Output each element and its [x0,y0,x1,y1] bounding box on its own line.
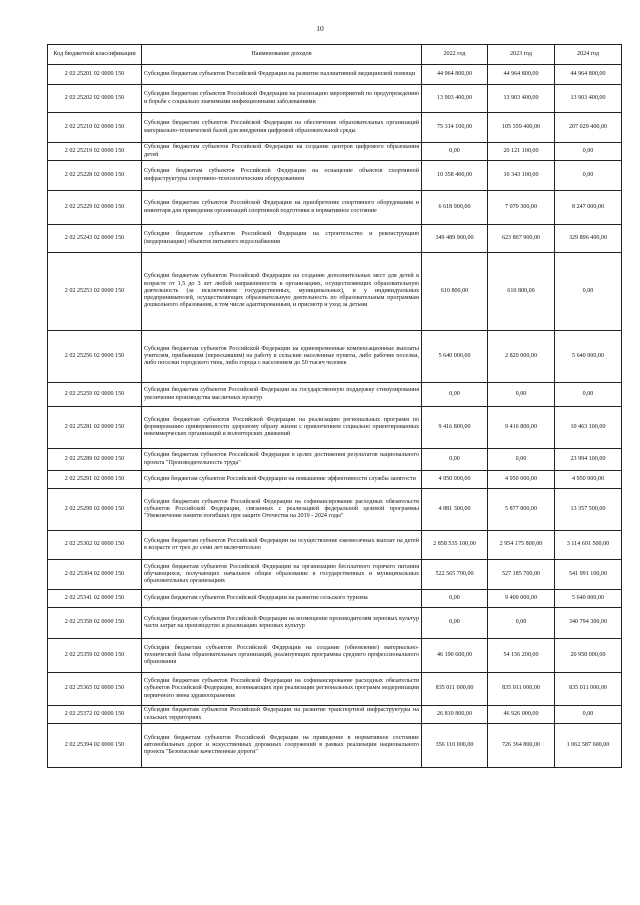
amount-2022: 0,00 [422,608,488,639]
revenue-name: Субсидии бюджетам субъектов Российской Федерации на организацию бесплатного горячего питания обучающихся, получающих начальное общее образование в государственных и муниципальных образовательных организациях [142,560,422,590]
revenue-name: Субсидии бюджетам субъектов Российской Федерации на развитие паллиативной медицинской помощи [142,65,422,85]
classification-code: 2 02 25289 02 0000 150 [48,449,142,471]
amount-2022: 4 881 300,00 [422,489,488,531]
amount-2024: 23 994 100,00 [555,449,622,471]
amount-2023: 13 903 400,00 [488,85,555,113]
amount-2022: 26 810 800,00 [422,706,488,724]
amount-2023: 610 800,00 [488,253,555,331]
amount-2023: 44 964 800,00 [488,65,555,85]
revenue-name: Субсидии бюджетам субъектов Российской Федерации на создание центров цифрового образования детей [142,143,422,161]
amount-2024: 10 463 100,00 [555,407,622,449]
revenue-name: Субсидии бюджетам субъектов Российской Федерации на повышение эффективности службы занятости [142,471,422,489]
classification-code: 2 02 25394 02 0000 150 [48,724,142,768]
revenue-name: Субсидии бюджетам субъектов Российской Федерации на возмещение производителям зерновых культур части затрат на производство и реализацию зерновых культур [142,608,422,639]
amount-2022: 13 903 400,00 [422,85,488,113]
amount-2024: 329 896 400,00 [555,225,622,253]
amount-2023: 4 950 000,00 [488,471,555,489]
amount-2024: 340 794 300,00 [555,608,622,639]
amount-2022: 0,00 [422,590,488,608]
amount-2022: 356 110 000,00 [422,724,488,768]
amount-2022: 349 489 900,00 [422,225,488,253]
revenue-name: Субсидии бюджетам субъектов Российской Федерации на обеспечение образовательных организаций материально-технической базой для внедрения цифровой образовательной среды [142,113,422,143]
page-number: 10 [316,24,324,33]
revenue-name: Субсидии бюджетам субъектов Российской Федерации на единовременные компенсационные выплаты учителям, прибывшим (переехавшим) на работу в сельские населенные пункты, либо рабочие поселки, либо поселки городского типа, либо города с населением до 50 тысяч человек [142,331,422,383]
table-row [48,673,622,706]
table-row [48,383,622,407]
classification-code: 2 02 25259 02 0000 150 [48,383,142,407]
amount-2024: 0,00 [555,253,622,331]
table-row [48,113,622,143]
amount-2022: 44 964 800,00 [422,65,488,85]
classification-code: 2 02 25291 02 0000 150 [48,471,142,489]
amount-2022: 75 314 100,00 [422,113,488,143]
table-row [48,560,622,590]
table-row [48,449,622,471]
table-row [48,191,622,225]
amount-2024: 541 991 100,00 [555,560,622,590]
classification-code: 2 02 25210 02 0000 150 [48,113,142,143]
revenue-name: Субсидии бюджетам субъектов Российской Федерации на развитие транспортной инфраструктуры на сельских территориях [142,706,422,724]
amount-2023: 2 954 175 800,00 [488,531,555,560]
amount-2022: 6 618 900,00 [422,191,488,225]
table-row [48,531,622,560]
table-row [48,331,622,383]
revenue-name: Субсидии бюджетам субъектов Российской Федерации на государственную поддержку стимулирования увеличения производства масличных культур [142,383,422,407]
classification-code: 2 02 25372 02 0000 150 [48,706,142,724]
header-name: Наименование доходов [142,45,422,65]
table-row [48,161,622,191]
amount-2023: 54 156 200,00 [488,639,555,673]
amount-2023: 623 867 900,00 [488,225,555,253]
amount-2023: 9 400 000,00 [488,590,555,608]
amount-2024: 8 247 000,00 [555,191,622,225]
amount-2023: 7 070 300,00 [488,191,555,225]
table-row [48,253,622,331]
classification-code: 2 02 25229 02 0000 150 [48,191,142,225]
amount-2024: 4 950 000,00 [555,471,622,489]
amount-2022: 2 858 535 100,00 [422,531,488,560]
amount-2024: 13 357 500,00 [555,489,622,531]
amount-2022: 10 358 400,00 [422,161,488,191]
amount-2024: 0,00 [555,161,622,191]
classification-code: 2 02 25299 02 0000 150 [48,489,142,531]
amount-2023: 5 877 800,00 [488,489,555,531]
amount-2024: 13 903 400,00 [555,85,622,113]
amount-2024: 0,00 [555,143,622,161]
table-row [48,639,622,673]
table-row [48,143,622,161]
classification-code: 2 02 25201 02 0000 150 [48,65,142,85]
amount-2022: 0,00 [422,383,488,407]
amount-2024: 5 640 000,00 [555,331,622,383]
amount-2024: 20 958 000,00 [555,639,622,673]
table-row [48,489,622,531]
classification-code: 2 02 25228 02 0000 150 [48,161,142,191]
classification-code: 2 02 25359 02 0000 150 [48,639,142,673]
amount-2022: 5 640 000,00 [422,331,488,383]
amount-2024: 1 062 587 600,00 [555,724,622,768]
classification-code: 2 02 25304 02 0000 150 [48,560,142,590]
revenue-name: Субсидии бюджетам субъектов Российской Федерации на приведение в нормативное состояние автомобильных дорог и искусственных дорожных сооружений в рамках реализации национального проекта "Безопасные качественные дороги" [142,724,422,768]
revenue-name: Субсидии бюджетам субъектов Российской Федерации на осуществление ежемесячных выплат на детей в возрасте от трех до семи лет включительно [142,531,422,560]
revenue-name: Субсидии бюджетам субъектов Российской Федерации на софинансирование расходных обязательств субъектов Российской Федерации, связанных с реализацией федеральной целевой программы "Увековечение памяти погибших при защите Отечества на 2019 - 2024 годы" [142,489,422,531]
classification-code: 2 02 25219 02 0000 150 [48,143,142,161]
table-row [48,471,622,489]
amount-2022: 835 011 000,00 [422,673,488,706]
revenue-name: Субсидии бюджетам субъектов Российской Федерации на реализацию мероприятий по предупреждению и борьбе с социально значимыми инфекционными заболеваниями [142,85,422,113]
classification-code: 2 02 25302 02 0000 150 [48,531,142,560]
table-row [48,85,622,113]
amount-2024: 5 640 000,00 [555,590,622,608]
amount-2023: 0,00 [488,383,555,407]
amount-2023: 9 416 800,00 [488,407,555,449]
amount-2024: 44 964 800,00 [555,65,622,85]
amount-2024: 0,00 [555,706,622,724]
table-header-row [48,45,622,65]
amount-2023: 726 364 800,00 [488,724,555,768]
amount-2024: 0,00 [555,383,622,407]
amount-2022: 4 950 000,00 [422,471,488,489]
amount-2024: 207 029 400,00 [555,113,622,143]
amount-2023: 0,00 [488,608,555,639]
classification-code: 2 02 25281 02 0000 150 [48,407,142,449]
classification-code: 2 02 25365 02 0000 150 [48,673,142,706]
budget-revenue-table [47,44,622,768]
amount-2022: 46 190 600,00 [422,639,488,673]
amount-2024: 835 011 000,00 [555,673,622,706]
table-row [48,65,622,85]
table-row [48,407,622,449]
table-row [48,724,622,768]
amount-2024: 3 114 691 500,00 [555,531,622,560]
amount-2023: 46 926 000,00 [488,706,555,724]
table-row [48,225,622,253]
classification-code: 2 02 25358 02 0000 150 [48,608,142,639]
revenue-name: Субсидии бюджетам субъектов Российской Федерации в целях достижения результатов национального проекта "Производительность труда" [142,449,422,471]
revenue-name: Субсидии бюджетам субъектов Российской Федерации на приобретение спортивного оборудования и инвентаря для приведения организаций спортивной подготовки в нормативное состояние [142,191,422,225]
revenue-name: Субсидии бюджетам субъектов Российской Федерации на оснащение объектов спортивной инфраструктуры спортивно-технологическим оборудованием [142,161,422,191]
amount-2023: 2 820 000,00 [488,331,555,383]
classification-code: 2 02 25341 02 0000 150 [48,590,142,608]
header-year-2023: 2023 год [488,45,555,65]
header-code: Код бюджетной классификации [48,45,142,65]
header-year-2024: 2024 год [555,45,622,65]
amount-2022: 0,00 [422,143,488,161]
amount-2022: 0,00 [422,449,488,471]
classification-code: 2 02 25243 02 0000 150 [48,225,142,253]
revenue-name: Субсидии бюджетам субъектов Российской Федерации на реализацию региональных программ по формированию приверженности здоровому образу жизни с привлечением социально ориентированных некоммерческих организаций и волонтерских движений [142,407,422,449]
amount-2023: 105 359 400,00 [488,113,555,143]
revenue-name: Субсидии бюджетам субъектов Российской Федерации на создание дополнительных мест для детей в возрасте от 1,5 до 3 лет любой направленности в организациях, осуществляющих образовательную деятельность (за исключением государственных, муниципальных), и у индивидуальных предпринимателей, осуществляющих образовательную деятельность по образовательным программам дошкольного образования, в том числе адаптированным, и присмотр и уход за детьми [142,253,422,331]
revenue-name: Субсидии бюджетам субъектов Российской Федерации на строительство и реконструкцию (модернизацию) объектов питьевого водоснабжения [142,225,422,253]
amount-2023: 527 185 700,00 [488,560,555,590]
header-year-2022: 2022 год [422,45,488,65]
table-row [48,590,622,608]
amount-2023: 0,00 [488,449,555,471]
amount-2022: 610 800,00 [422,253,488,331]
revenue-name: Субсидии бюджетам субъектов Российской Федерации на софинансирование расходных обязательств субъектов Российской Федерации, возникающих при реализации региональных программ модернизации первичного звена здравоохранения [142,673,422,706]
amount-2023: 835 011 000,00 [488,673,555,706]
revenue-name: Субсидии бюджетам субъектов Российской Федерации на создание (обновление) материально-технической базы образовательных организаций, реализующих программы среднего профессионального образования [142,639,422,673]
classification-code: 2 02 25202 02 0000 150 [48,85,142,113]
revenue-name: Субсидии бюджетам субъектов Российской Федерации на развитие сельского туризма [142,590,422,608]
amount-2022: 522 565 700,00 [422,560,488,590]
classification-code: 2 02 25253 02 0000 150 [48,253,142,331]
amount-2023: 10 343 100,00 [488,161,555,191]
table-row [48,608,622,639]
amount-2022: 9 416 800,00 [422,407,488,449]
amount-2023: 20 121 100,00 [488,143,555,161]
classification-code: 2 02 25256 02 0000 150 [48,331,142,383]
table-row [48,706,622,724]
